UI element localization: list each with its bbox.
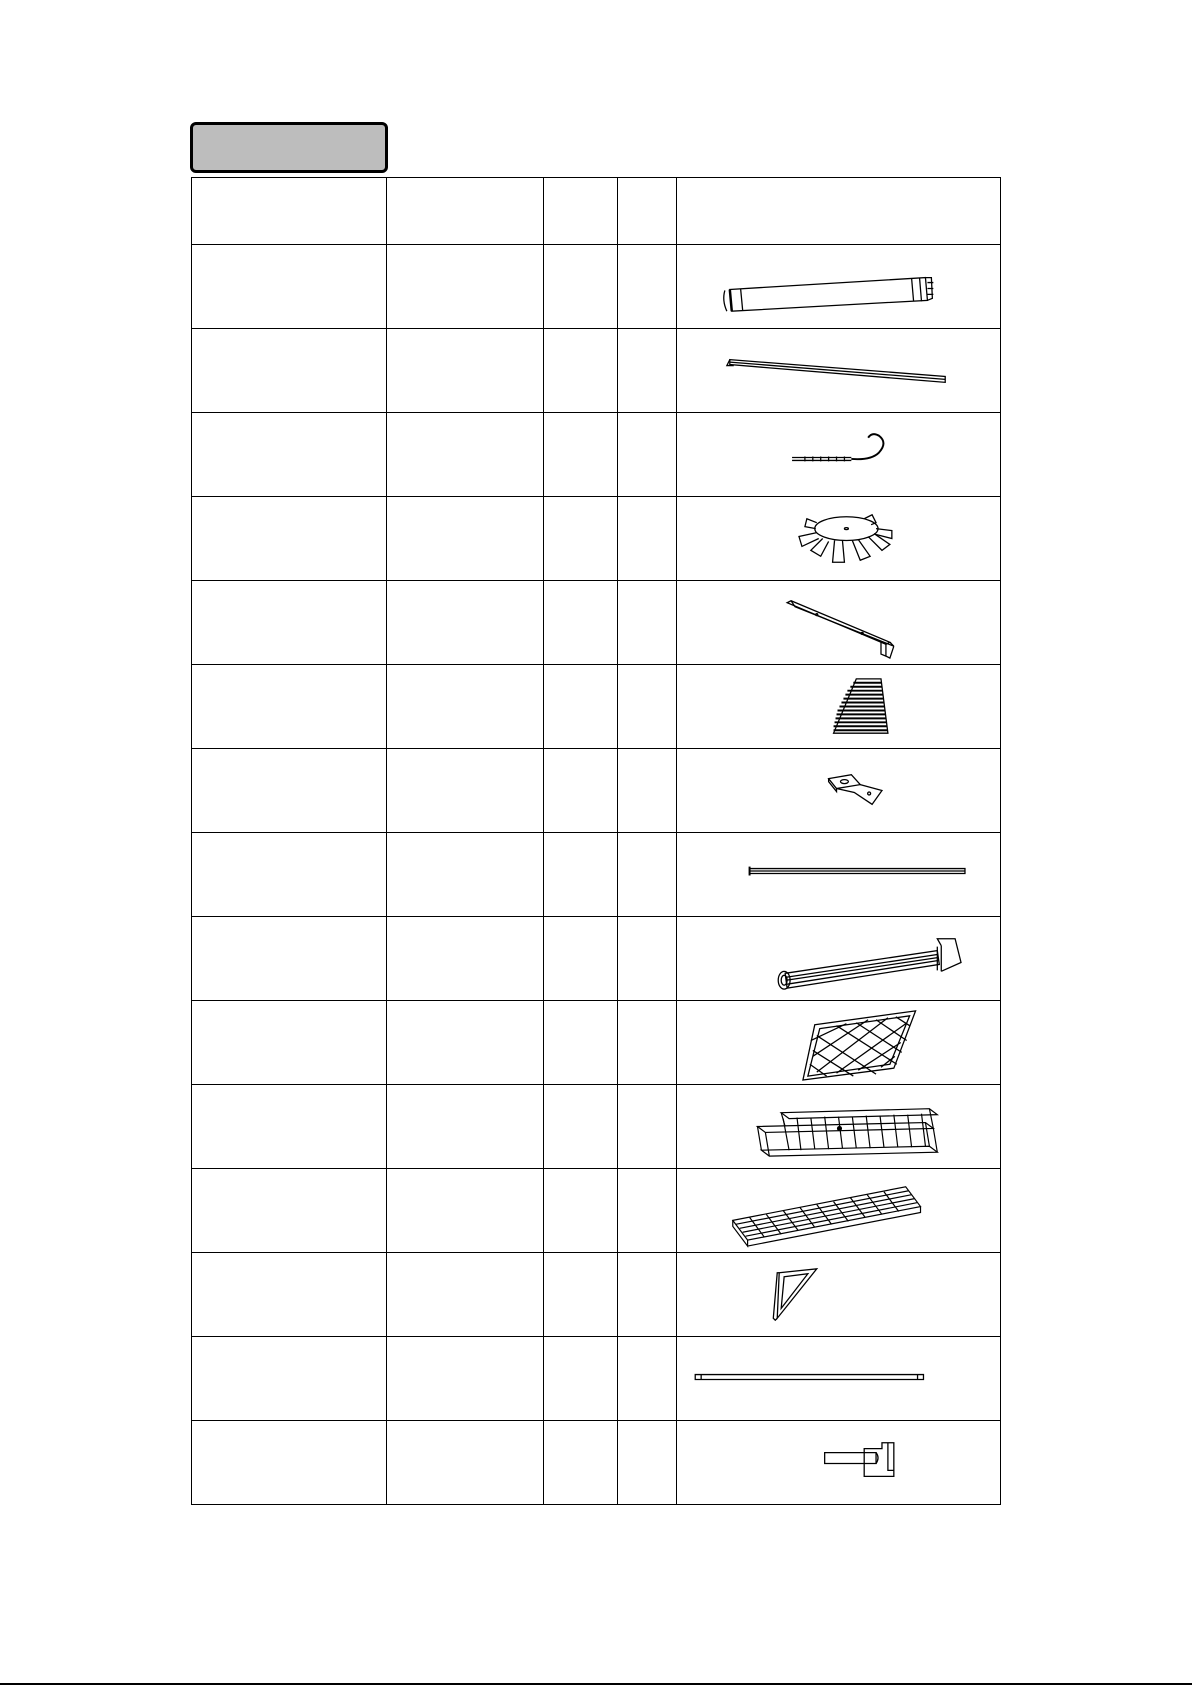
part-code-cell: [387, 1001, 544, 1085]
part-qty-cell: [618, 1001, 677, 1085]
part-qty-cell: [618, 1421, 677, 1505]
part-size-cell: [544, 665, 618, 749]
part-size-cell: [544, 1085, 618, 1169]
part-size-cell: [544, 1001, 618, 1085]
roof-panel-icon: [677, 665, 1000, 748]
part-code-cell: [387, 1085, 544, 1169]
part-size-cell: [544, 917, 618, 1001]
table-row: [192, 1253, 1001, 1337]
part-name-cell: [192, 917, 387, 1001]
part-image-cell: [677, 665, 1001, 749]
angle-plate-icon: [677, 749, 1000, 832]
part-code-cell: [387, 497, 544, 581]
table-row: [192, 665, 1001, 749]
part-image-cell: [677, 1085, 1001, 1169]
tube-pole-icon: [677, 245, 1000, 328]
part-image-cell: [677, 413, 1001, 497]
parts-list-table: [191, 177, 1001, 1505]
table-row: [192, 917, 1001, 1001]
part-size-cell: [544, 1169, 618, 1253]
long-bar-icon: [677, 329, 1000, 412]
part-image-cell: [677, 245, 1001, 329]
table-row: [192, 1337, 1001, 1421]
part-qty-cell: [618, 749, 677, 833]
column-header: [677, 178, 1001, 245]
channel-bracket-icon: [677, 581, 1000, 664]
table-row: [192, 1421, 1001, 1505]
part-size-cell: [544, 833, 618, 917]
part-size-cell: [544, 1337, 618, 1421]
table-row: [192, 833, 1001, 917]
part-size-cell: [544, 497, 618, 581]
part-code-cell: [387, 1337, 544, 1421]
part-image-cell: [677, 1169, 1001, 1253]
part-image-cell: [677, 1253, 1001, 1337]
part-name-cell: [192, 581, 387, 665]
table-row: [192, 1085, 1001, 1169]
part-image-cell: [677, 1421, 1001, 1505]
part-code-cell: [387, 1253, 544, 1337]
part-qty-cell: [618, 245, 677, 329]
part-image-cell: [677, 581, 1001, 665]
part-image-cell: [677, 833, 1001, 917]
part-code-cell: [387, 413, 544, 497]
part-code-cell: [387, 833, 544, 917]
table-row: [192, 1001, 1001, 1085]
part-name-cell: [192, 245, 387, 329]
part-qty-cell: [618, 1085, 677, 1169]
part-code-cell: [387, 1169, 544, 1253]
part-code-cell: [387, 329, 544, 413]
part-size-cell: [544, 329, 618, 413]
part-image-cell: [677, 1001, 1001, 1085]
column-header: [192, 178, 387, 245]
part-size-cell: [544, 245, 618, 329]
part-size-cell: [544, 749, 618, 833]
part-name-cell: [192, 1001, 387, 1085]
part-name-cell: [192, 329, 387, 413]
part-image-cell: [677, 497, 1001, 581]
part-qty-cell: [618, 497, 677, 581]
corner-brace-icon: [677, 1253, 1000, 1336]
part-qty-cell: [618, 1337, 677, 1421]
part-qty-cell: [618, 329, 677, 413]
part-image-cell: [677, 1337, 1001, 1421]
part-code-cell: [387, 749, 544, 833]
part-name-cell: [192, 1169, 387, 1253]
part-name-cell: [192, 1421, 387, 1505]
part-name-cell: [192, 749, 387, 833]
hook-bolt-icon: [677, 413, 1000, 496]
part-qty-cell: [618, 917, 677, 1001]
column-header: [387, 178, 544, 245]
part-name-cell: [192, 833, 387, 917]
column-header: [618, 178, 677, 245]
part-name-cell: [192, 497, 387, 581]
part-qty-cell: [618, 833, 677, 917]
fluted-column-icon: [677, 917, 1000, 1000]
part-image-cell: [677, 917, 1001, 1001]
part-code-cell: [387, 1421, 544, 1505]
part-size-cell: [544, 413, 618, 497]
part-name-cell: [192, 1253, 387, 1337]
table-row: [192, 581, 1001, 665]
table-row: [192, 413, 1001, 497]
railing-frame-icon: [677, 1085, 1000, 1168]
part-qty-cell: [618, 1253, 677, 1337]
lattice-panel-icon: [677, 1001, 1000, 1084]
table-row: [192, 1169, 1001, 1253]
part-code-cell: [387, 581, 544, 665]
part-image-cell: [677, 749, 1001, 833]
column-header: [544, 178, 618, 245]
section-title-box: [190, 122, 388, 173]
part-qty-cell: [618, 665, 677, 749]
roof-hub-connector-icon: [677, 497, 1000, 580]
part-code-cell: [387, 665, 544, 749]
latch-bracket-icon: [677, 1421, 1000, 1504]
part-code-cell: [387, 245, 544, 329]
part-size-cell: [544, 1421, 618, 1505]
table-header-row: [192, 178, 1001, 245]
part-code-cell: [387, 917, 544, 1001]
part-qty-cell: [618, 413, 677, 497]
straight-pipe-icon: [677, 1337, 1000, 1420]
part-image-cell: [677, 329, 1001, 413]
part-size-cell: [544, 1253, 618, 1337]
table-row: [192, 245, 1001, 329]
thin-rod-icon: [677, 833, 1000, 916]
part-size-cell: [544, 581, 618, 665]
grid-bench-icon: [677, 1169, 1000, 1252]
part-qty-cell: [618, 581, 677, 665]
part-name-cell: [192, 1085, 387, 1169]
table-row: [192, 497, 1001, 581]
table-row: [192, 749, 1001, 833]
part-qty-cell: [618, 1169, 677, 1253]
part-name-cell: [192, 1337, 387, 1421]
table-row: [192, 329, 1001, 413]
part-name-cell: [192, 665, 387, 749]
part-name-cell: [192, 413, 387, 497]
